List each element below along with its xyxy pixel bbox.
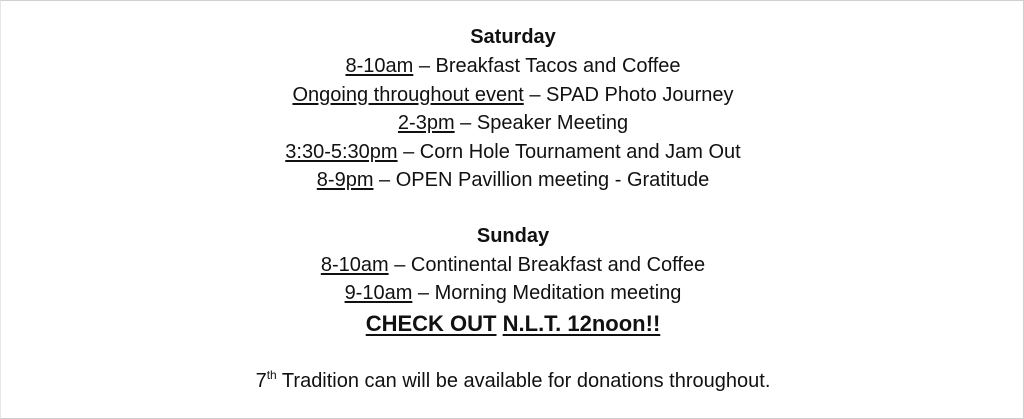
schedule-description: – Breakfast Tacos and Coffee: [413, 55, 681, 77]
schedule-item: [1, 279, 1024, 308]
tradition-text: Tradition can will be available for donations throughout.: [276, 369, 771, 392]
checkout-label: CHECK OUT: [365, 310, 497, 336]
schedule-time: 8-9pm: [316, 169, 374, 191]
schedule-time: 9-10am: [344, 282, 413, 304]
schedule-time: 2-3pm: [397, 112, 455, 134]
tradition-note: [1, 367, 1024, 395]
checkout-deadline: N.L.T. 12noon!!: [502, 310, 661, 336]
schedule-description: – SPAD Photo Journey: [523, 83, 734, 106]
schedule-item: [1, 138, 1024, 167]
schedule-item: [1, 52, 1024, 81]
schedule-time: 8-10am: [345, 55, 414, 77]
schedule-description: – Speaker Meeting: [454, 112, 629, 134]
schedule-time: Ongoing throughout event: [292, 83, 524, 106]
schedule-time: 3:30-5:30pm: [285, 140, 398, 163]
schedule-description: – Corn Hole Tournament and Jam Out: [397, 140, 741, 163]
schedule-time: 8-10am: [320, 253, 389, 276]
schedule-description: – Continental Breakfast and Coffee: [388, 253, 706, 276]
section-spacer: [1, 340, 1024, 367]
tradition-number: 7: [255, 369, 267, 392]
sunday-heading: Sunday: [476, 224, 550, 247]
schedule-content: [1, 23, 1024, 395]
checkout-notice: [1, 308, 1024, 340]
schedule-item: [1, 109, 1024, 138]
schedule-item: [1, 251, 1024, 280]
section-spacer: [1, 195, 1024, 222]
schedule-description: – OPEN Pavillion meeting - Gratitude: [373, 169, 710, 191]
saturday-heading: Saturday: [470, 26, 556, 48]
schedule-item: [1, 81, 1024, 110]
schedule-item: [1, 166, 1024, 195]
ordinal-suffix: th: [266, 367, 277, 382]
schedule-description: – Morning Meditation meeting: [412, 282, 682, 304]
